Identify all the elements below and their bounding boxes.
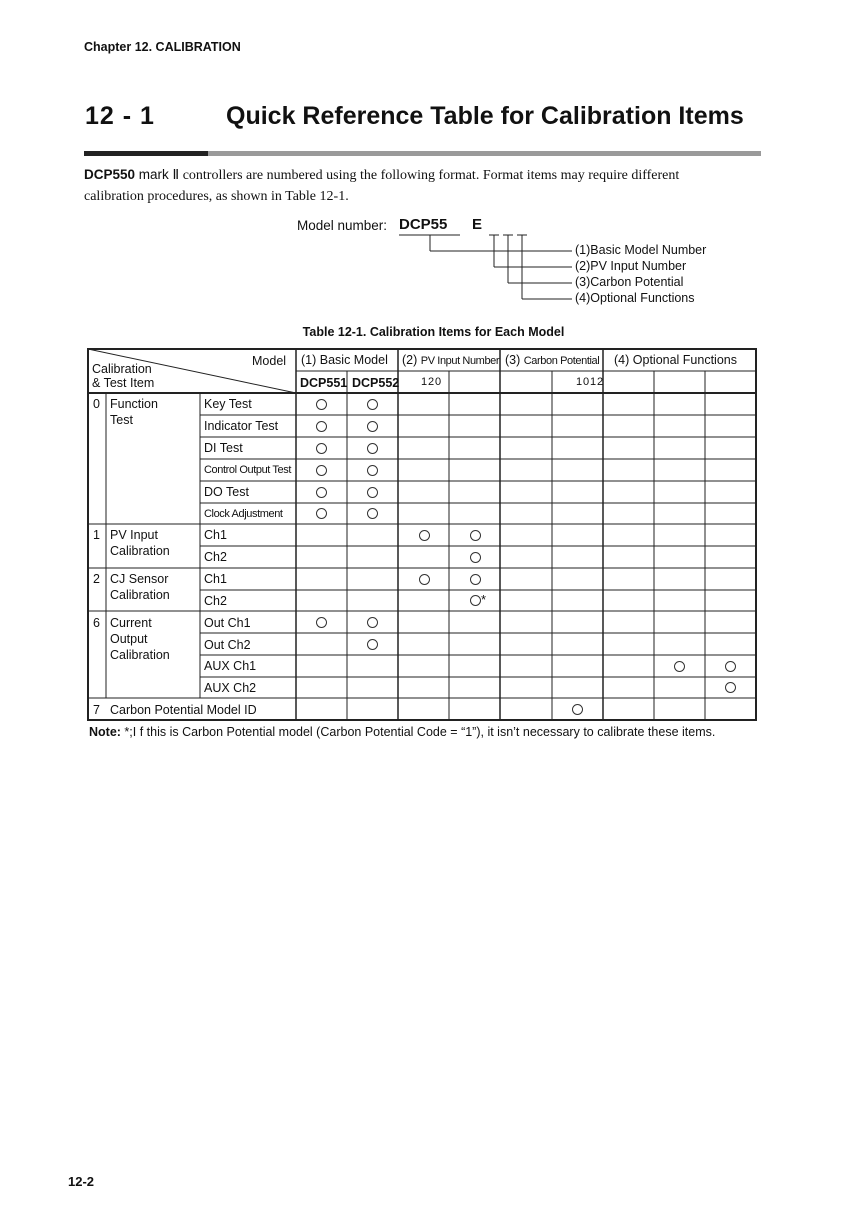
circle-mark xyxy=(674,661,685,672)
table-note xyxy=(89,725,715,739)
subheader-pv-0: 0 xyxy=(435,376,442,388)
section-title: Quick Reference Table for Calibration Items xyxy=(226,102,744,130)
group-2-name-2: Calibration xyxy=(110,588,170,602)
diagram-item-4-text: Optional Functions xyxy=(590,291,695,305)
diagram-item-1-text: Basic Model Number xyxy=(590,243,707,257)
circle-mark xyxy=(725,682,736,693)
item-di-test: DI Test xyxy=(204,441,243,455)
circle-mark xyxy=(316,617,327,628)
item-out-ch2: Out Ch2 xyxy=(204,638,251,652)
group-6-name-3: Calibration xyxy=(110,648,170,662)
group-6-number: 6 xyxy=(93,616,100,630)
item-pv-ch1: Ch1 xyxy=(204,528,227,542)
intro-mark: mark Ⅱ xyxy=(135,167,180,182)
group-0-name-2: Test xyxy=(110,413,133,427)
intro-model-name: DCP550 xyxy=(84,167,136,182)
group-header-optional-functions-text: Optional Functions xyxy=(632,353,737,367)
diagram-item-3-text: Carbon Potential xyxy=(590,275,684,289)
group-6-name-1: Current xyxy=(110,616,152,630)
item-do-test: DO Test xyxy=(204,485,249,499)
item-aux-ch2: AUX Ch2 xyxy=(204,681,257,695)
subheader-dcp551: DCP551 xyxy=(300,376,348,390)
circle-mark xyxy=(316,465,327,476)
circle-mark xyxy=(470,574,481,585)
subheader-opt-2: 2 xyxy=(597,376,604,388)
circle-mark xyxy=(367,508,378,519)
circle-mark xyxy=(367,617,378,628)
circle-mark xyxy=(316,421,327,432)
subheader-opt-1: 1 xyxy=(590,376,597,388)
group-header-pv-input-num: (2) xyxy=(402,353,418,367)
item-indicator-test: Indicator Test xyxy=(204,419,279,433)
group-header-basic-model-text: Basic Model xyxy=(319,353,388,367)
circle-mark xyxy=(725,661,736,672)
model-code-letter: E xyxy=(472,216,483,233)
note-text: *;I f this is Carbon Potential model (Carbon Potential Code = “1”), it isn’t necessary to calibrate these items. xyxy=(120,725,716,739)
circle-mark xyxy=(367,487,378,498)
subheader-cp-0: 0 xyxy=(583,376,590,388)
group-header-optional-functions-num: (4) xyxy=(614,353,630,367)
circle-mark xyxy=(316,487,327,498)
item-out-ch1: Out Ch1 xyxy=(204,616,251,630)
circle-mark xyxy=(316,399,327,410)
circle-mark xyxy=(470,552,481,563)
page-number: 12-2 xyxy=(68,1174,95,1189)
group-2-name-1: CJ Sensor xyxy=(110,572,169,586)
item-control-output-test: Control Output Test xyxy=(204,464,291,476)
diagram-item-3-num: (3) xyxy=(575,275,591,289)
diagram-item-4-num: (4) xyxy=(575,291,591,305)
circle-mark xyxy=(367,639,378,650)
corner-item-label-1: Calibration xyxy=(92,362,152,376)
section-number: 12 - 1 xyxy=(85,102,155,130)
item-pv-ch2: Ch2 xyxy=(204,550,227,564)
asterisk-mark: * xyxy=(481,592,487,607)
table-caption: Table 12-1. Calibration Items for Each Model xyxy=(302,325,565,339)
item-carbon-potential-model-id: Carbon Potential Model ID xyxy=(110,703,257,717)
group-1-number: 1 xyxy=(93,528,100,542)
group-header-basic-model-num: (1) xyxy=(301,353,317,367)
item-key-test: Key Test xyxy=(204,397,252,411)
group-7-number: 7 xyxy=(93,703,100,717)
subheader-cp-1: 1 xyxy=(576,376,583,388)
intro-line2: calibration procedures, as shown in Table 12-1. xyxy=(84,189,349,204)
group-2-number: 2 xyxy=(93,572,100,586)
item-cj-ch2: Ch2 xyxy=(204,594,227,608)
group-1-name-2: Calibration xyxy=(110,544,170,558)
circle-mark xyxy=(367,443,378,454)
intro-line1: controllers are numbered using the following format. Format items may require different xyxy=(179,168,680,183)
subheader-pv-2: 2 xyxy=(428,376,435,388)
corner-item-label-2: & Test Item xyxy=(92,376,155,390)
circle-mark xyxy=(419,530,430,541)
corner-model-label: Model xyxy=(252,354,287,368)
diagram-item-2-text: PV Input Number xyxy=(590,259,687,273)
group-1-name-1: PV Input xyxy=(110,528,158,542)
circle-mark xyxy=(470,595,481,606)
circle-mark xyxy=(419,574,430,585)
model-number-label: Model number: xyxy=(297,218,388,233)
diagram-item-2-num: (2) xyxy=(575,259,591,273)
item-clock-adjustment: Clock Adjustment xyxy=(204,508,283,520)
circle-mark xyxy=(316,443,327,454)
item-cj-ch1: Ch1 xyxy=(204,572,227,586)
group-0-number: 0 xyxy=(93,397,100,411)
chapter-header: Chapter 12. CALIBRATION xyxy=(84,40,241,54)
circle-mark xyxy=(316,508,327,519)
group-0-name-1: Function xyxy=(110,397,158,411)
model-code-prefix: DCP55 xyxy=(399,216,448,233)
item-aux-ch1: AUX Ch1 xyxy=(204,659,257,673)
circle-mark xyxy=(572,704,583,715)
subheader-dcp552: DCP552 xyxy=(352,376,400,390)
group-6-name-2: Output xyxy=(110,632,148,646)
diagram-item-1-num: (1) xyxy=(575,243,591,257)
circle-mark xyxy=(367,421,378,432)
circle-mark xyxy=(367,399,378,410)
circle-mark xyxy=(367,465,378,476)
group-header-carbon-potential-text: Carbon Potential xyxy=(523,355,600,367)
subheader-pv-1: 1 xyxy=(421,376,428,388)
note-label: Note: xyxy=(89,725,121,739)
group-header-carbon-potential-num: (3) xyxy=(505,353,521,367)
circle-mark xyxy=(470,530,481,541)
group-header-pv-input-text: PV Input Number xyxy=(420,355,500,367)
